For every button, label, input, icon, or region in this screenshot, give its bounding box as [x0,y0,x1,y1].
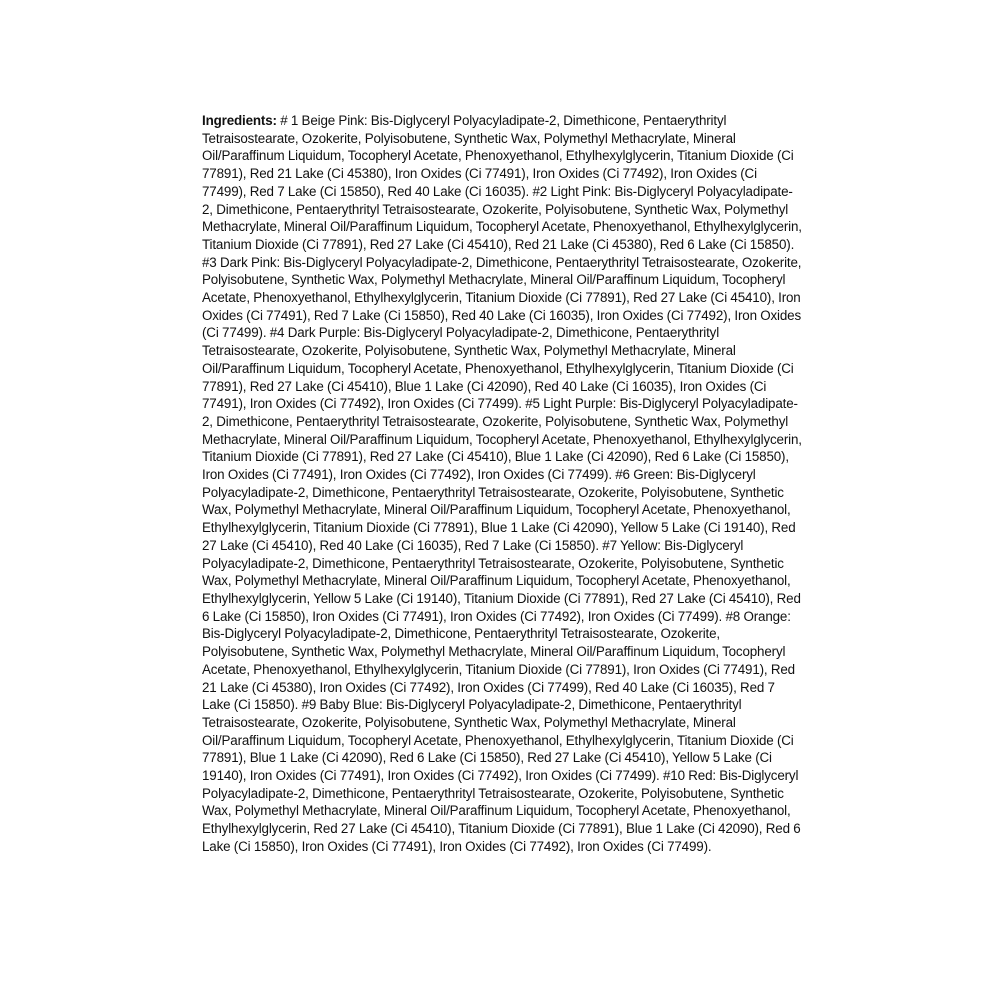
ingredients-paragraph [202,112,802,856]
ingredients-text: # 1 Beige Pink: Bis-Diglyceryl Polyacyladipate-2, Dimethicone, Pentaerythrityl Tetraisostearate, Ozokerite, Polyisobutene, Synthetic Wax, Polymethyl Methacrylate, Mineral Oil/Paraffinum Liquidum, Tocopheryl Acetate, Phenoxyethanol, Ethylhexylglycerin, Titanium Dioxide (Ci 77891), Red 21 Lake (Ci 45380), Iron Oxides (Ci 77491), Iron Oxides (Ci 77492), Iron Oxides (Ci 77499), Red 7 Lake (Ci 15850), Red 40 Lake (Ci 16035). #2 Light Pink: Bis-Diglyceryl Polyacyladipate-2, Dimethicone, Pentaerythrityl Tetraisostearate, Ozokerite, Polyisobutene, Synthetic Wax, Polymethyl Methacrylate, Mineral Oil/Paraffinum Liquidum, Tocopheryl Acetate, Phenoxyethanol, Ethylhexylglycerin, Titanium Dioxide (Ci 77891), Red 27 Lake (Ci 45410), Red 21 Lake (Ci 45380), Red 6 Lake (Ci 15850). #3 Dark Pink: Bis-Diglyceryl Polyacyladipate-2, Dimethicone, Pentaerythrityl Tetraisostearate, Ozokerite, Polyisobutene, Synthetic Wax, Polymethyl Methacrylate, Mineral Oil/Paraffinum Liquidum, Tocopheryl Acetate, Phenoxyethanol, Ethylhexylglycerin, Titanium Dioxide (Ci 77891), Red 27 Lake (Ci 45410), Iron Oxides (Ci 77491), Red 7 Lake (Ci 15850), Red 40 Lake (Ci 16035), Iron Oxides (Ci 77492), Iron Oxides (Ci 77499). #4 Dark Purple: Bis-Diglyceryl Polyacyladipate-2, Dimethicone, Pentaerythrityl Tetraisostearate, Ozokerite, Polyisobutene, Synthetic Wax, Polymethyl Methacrylate, Mineral Oil/Paraffinum Liquidum, Tocopheryl Acetate, Phenoxyethanol, Ethylhexylglycerin, Titanium Dioxide (Ci 77891), Red 27 Lake (Ci 45410), Blue 1 Lake (Ci 42090), Red 40 Lake (Ci 16035), Iron Oxides (Ci 77491), Iron Oxides (Ci 77492), Iron Oxides (Ci 77499). #5 Light Purple: Bis-Diglyceryl Polyacyladipate-2, Dimethicone, Pentaerythrityl Tetraisostearate, Ozokerite, Polyisobutene, Synthetic Wax, Polymethyl Methacrylate, Mineral Oil/Paraffinum Liquidum, Tocopheryl Acetate, Phenoxyethanol, Ethylhexylglycerin, Titanium Dioxide (Ci 77891), Red 27 Lake (Ci 45410), Blue 1 Lake (Ci 42090), Red 6 Lake (Ci 15850), Iron Oxides (Ci 77491), Iron Oxides (Ci 77492), Iron Oxides (Ci 77499). #6 Green: Bis-Diglyceryl Polyacyladipate-2, Dimethicone, Pentaerythrityl Tetraisostearate, Ozokerite, Polyisobutene, Synthetic Wax, Polymethyl Methacrylate, Mineral Oil/Paraffinum Liquidum, Tocopheryl Acetate, Phenoxyethanol, Ethylhexylglycerin, Titanium Dioxide (Ci 77891), Blue 1 Lake (Ci 42090), Yellow 5 Lake (Ci 19140), Red 27 Lake (Ci 45410), Red 40 Lake (Ci 16035), Red 7 Lake (Ci 15850). #7 Yellow: Bis-Diglyceryl Polyacyladipate-2, Dimethicone, Pentaerythrityl Tetraisostearate, Ozokerite, Polyisobutene, Synthetic Wax, Polymethyl Methacrylate, Mineral Oil/Paraffinum Liquidum, Tocopheryl Acetate, Phenoxyethanol, Ethylhexylglycerin, Yellow 5 Lake (Ci 19140), Titanium Dioxide (Ci 77891), Red 27 Lake (Ci 45410), Red 6 Lake (Ci 15850), Iron Oxides (Ci 77491), Iron Oxides (Ci 77492), Iron Oxides (Ci 77499). #8 Orange: Bis-Diglyceryl Polyacyladipate-2, Dimethicone, Pentaerythrityl Tetraisostearate, Ozokerite, Polyisobutene, Synthetic Wax, Polymethyl Methacrylate, Mineral Oil/Paraffinum Liquidum, Tocopheryl Acetate, Phenoxyethanol, Ethylhexylglycerin, Titanium Dioxide (Ci 77891), Iron Oxides (Ci 77491), Red 21 Lake (Ci 45380), Iron Oxides (Ci 77492), Iron Oxides (Ci 77499), Red 40 Lake (Ci 16035), Red 7 Lake (Ci 15850). #9 Baby Blue: Bis-Diglyceryl Polyacyladipate-2, Dimethicone, Pentaerythrityl Tetraisostearate, Ozokerite, Polyisobutene, Synthetic Wax, Polymethyl Methacrylate, Mineral Oil/Paraffinum Liquidum, Tocopheryl Acetate, Phenoxyethanol, Ethylhexylglycerin, Titanium Dioxide (Ci 77891), Blue 1 Lake (Ci 42090), Red 6 Lake (Ci 15850), Red 27 Lake (Ci 45410), Yellow 5 Lake (Ci 19140), Iron Oxides (Ci 77491), Iron Oxides (Ci 77492), Iron Oxides (Ci 77499). #10 Red: Bis-Diglyceryl Polyacyladipate-2, Dimethicone, Pentaerythrityl Tetraisostearate, Ozokerite, Polyisobutene, Synthetic Wax, Polymethyl Methacrylate, Mineral Oil/Paraffinum Liquidum, Tocopheryl Acetate, Phenoxyethanol, Ethylhexylglycerin, Red 27 Lake (Ci 45410), Titanium Dioxide (Ci 77891), Blue 1 Lake (Ci 42090), Red 6 Lake (Ci 15850), Iron Oxides (Ci 77491), Iron Oxides (Ci 77492), Iron Oxides (Ci 77499). [202,113,802,854]
ingredients-label: Ingredients: [202,113,277,128]
